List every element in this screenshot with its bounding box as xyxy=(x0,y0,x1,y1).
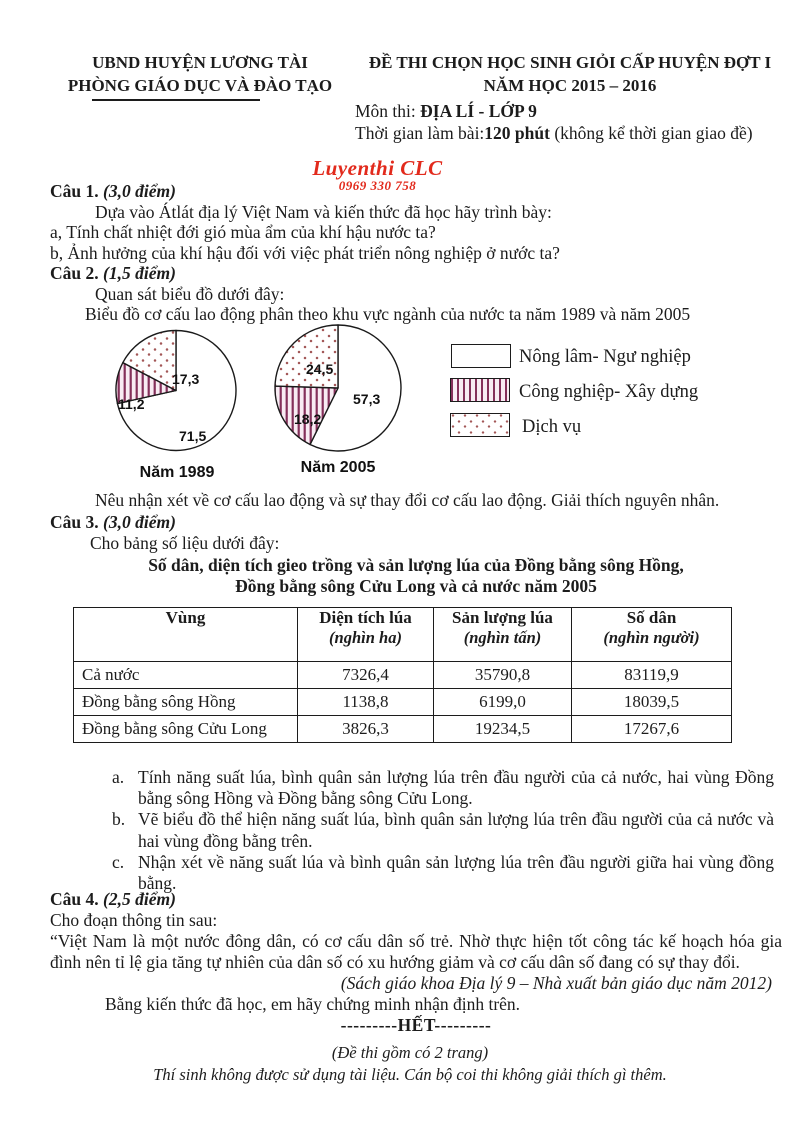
cell-region: Đồng bằng sông Cửu Long xyxy=(74,716,298,743)
cell-output: 6199,0 xyxy=(434,689,572,716)
footer-pages: (Đề thi gồm có 2 trang) xyxy=(331,1043,489,1062)
cell-area: 7326,4 xyxy=(298,662,434,689)
cell-region: Đồng bằng sông Hồng xyxy=(74,689,298,716)
q3-item-b: b. Vẽ biểu đồ thể hiện năng suất lúa, bình quân sản lượng lúa trên đầu người của cả nước và hai vùng đồng bằng trên. xyxy=(112,809,774,851)
table-row xyxy=(74,716,732,743)
subject-value: ĐỊA LÍ - LỚP 9 xyxy=(420,101,537,121)
pie2-label-agriculture: 57,3 xyxy=(353,391,381,407)
cell-area: 3826,3 xyxy=(298,716,434,743)
q1-item-b: b, Ảnh hưởng của khí hậu đối với việc phát triển nông nghiệp ở nước ta? xyxy=(50,242,560,263)
subject-label: Môn thi: xyxy=(355,101,421,121)
chart-caption: Biểu đồ cơ cấu lao động phân theo khu vực ngành của nước ta năm 1989 và năm 2005 xyxy=(85,304,691,324)
authority-underline xyxy=(92,99,260,101)
col-header-area: Diện tích lúa (nghìn ha) xyxy=(298,608,434,662)
cell-population: 83119,9 xyxy=(572,662,732,689)
footer-notes xyxy=(50,1042,770,1086)
pie-chart-2005 xyxy=(272,322,404,454)
question-3-block xyxy=(50,490,782,598)
authority-line1: UBND HUYỆN LƯƠNG TÀI xyxy=(92,53,308,72)
time-value: 120 phút xyxy=(484,123,550,143)
q3-heading: Câu 3. (3,0 điểm) xyxy=(50,511,176,532)
q1-intro: Dựa vào Átlát địa lý Việt Nam và kiến thức đã học hãy trình bày: xyxy=(95,201,552,222)
q2-heading: Câu 2. (1,5 điểm) xyxy=(50,263,176,283)
pie2-label-industry: 18,2 xyxy=(294,411,322,427)
table-row xyxy=(74,662,732,689)
cell-output: 35790,8 xyxy=(434,662,572,689)
exam-title xyxy=(345,51,795,97)
cell-population: 18039,5 xyxy=(572,689,732,716)
legend-swatch-services xyxy=(450,413,510,437)
legend-label-industry: Công nghiệp- Xây dựng xyxy=(519,382,699,402)
watermark-phone: 0969 330 758 xyxy=(338,178,417,193)
footer-rules: Thí sinh không được sử dụng tài liệu. Cán bộ coi thi không giải thích gì thêm. xyxy=(153,1065,667,1084)
pie1-label-services: 17,3 xyxy=(172,371,200,387)
cell-output: 19234,5 xyxy=(434,716,572,743)
q1-heading: Câu 1. (3,0 điểm) xyxy=(50,181,176,201)
pie1-label-agriculture: 71,5 xyxy=(179,428,207,444)
pie2-title: Năm 2005 xyxy=(300,459,376,476)
q3-item-a: a. Tính năng suất lúa, bình quân sản lượng lúa trên đầu người của cả nước, hai vùng Đồng bằng sông Hồng và Đồng bằng sông Cửu Long. xyxy=(112,767,774,809)
legend-swatch-agriculture xyxy=(451,344,511,368)
col-header-region: Vùng xyxy=(74,608,298,662)
legend-label-services: Dịch vụ xyxy=(522,417,582,437)
question-1-2-block xyxy=(50,178,782,325)
table-title-line2: Đồng bằng sông Cửu Long và cả nước năm 2005 xyxy=(235,576,597,596)
end-mark: ---------HẾT--------- xyxy=(340,1015,492,1035)
time-label: Thời gian làm bài: xyxy=(355,123,485,143)
pie-chart-1989 xyxy=(112,328,240,453)
q4-heading: Câu 4. (2,5 điểm) xyxy=(50,889,176,909)
cell-population: 17267,6 xyxy=(572,716,732,743)
q1-item-a: a, Tính chất nhiệt đới gió mùa ẩm của khí hậu nước ta? xyxy=(50,222,436,242)
legend-swatch-industry xyxy=(450,378,510,402)
authority-line2: PHÒNG GIÁO DỤC VÀ ĐÀO TẠO xyxy=(67,76,333,95)
q4-quote: “Việt Nam là một nước đông dân, có cơ cấu dân số trẻ. Nhờ thực hiện tốt công tác kế hoạch hóa gia đình nên tỉ lệ gia tăng tự nhiên của dân số có xu hướng giảm và cơ cấu dân số đang có sự thay đổi. xyxy=(50,931,782,972)
table-title-line1: Số dân, diện tích gieo trồng và sản lượng lúa của Đồng bằng sông Hồng, xyxy=(148,554,684,575)
time-line xyxy=(355,123,795,144)
subject-line xyxy=(355,101,785,122)
question-4-block xyxy=(50,889,782,1036)
q4-task: Bằng kiến thức đã học, em hãy chứng minh nhận định trên. xyxy=(105,994,521,1014)
cell-area: 1138,8 xyxy=(298,689,434,716)
time-suffix: (không kể thời gian giao đề) xyxy=(549,123,753,143)
q3-intro: Cho bảng số liệu dưới đây: xyxy=(90,533,280,553)
q3-item-c: c. Nhận xét về năng suất lúa và bình quân sản lượng lúa trên đầu người giữa hai vùng đồng bằng. xyxy=(112,851,774,894)
exam-title-line2: NĂM HỌC 2015 – 2016 xyxy=(483,76,657,95)
q4-source: (Sách giáo khoa Địa lý 9 – Nhà xuất bản giáo dục năm 2012) xyxy=(340,973,772,993)
issuing-authority xyxy=(50,51,350,97)
q2-intro: Quan sát biểu đồ dưới đây: xyxy=(95,283,285,304)
watermark-name: Luyenthi CLC xyxy=(312,156,443,180)
pie2-slice-services xyxy=(275,325,338,388)
statistics-table xyxy=(73,607,732,743)
cell-region: Cả nước xyxy=(74,662,298,689)
q4-intro: Cho đoạn thông tin sau: xyxy=(50,910,218,930)
table-header-row xyxy=(74,608,732,662)
col-header-output: Sản lượng lúa (nghìn tấn) xyxy=(434,608,572,662)
pie2-label-services: 24,5 xyxy=(306,361,334,377)
exam-title-line1: ĐỀ THI CHỌN HỌC SINH GIỎI CẤP HUYỆN ĐỢT I xyxy=(368,53,772,72)
q2-note: Nêu nhận xét về cơ cấu lao động và sự thay đổi cơ cấu lao động. Giải thích nguyên nhân. xyxy=(95,490,720,510)
legend-label-agriculture: Nông lâm- Ngư nghiệp xyxy=(519,347,691,367)
table-row xyxy=(74,689,732,716)
q3-subitems xyxy=(112,767,774,894)
col-header-population: Số dân (nghìn người) xyxy=(572,608,732,662)
pie1-label-industry: 11,2 xyxy=(118,396,145,412)
pie1-title: Năm 1989 xyxy=(139,464,215,481)
